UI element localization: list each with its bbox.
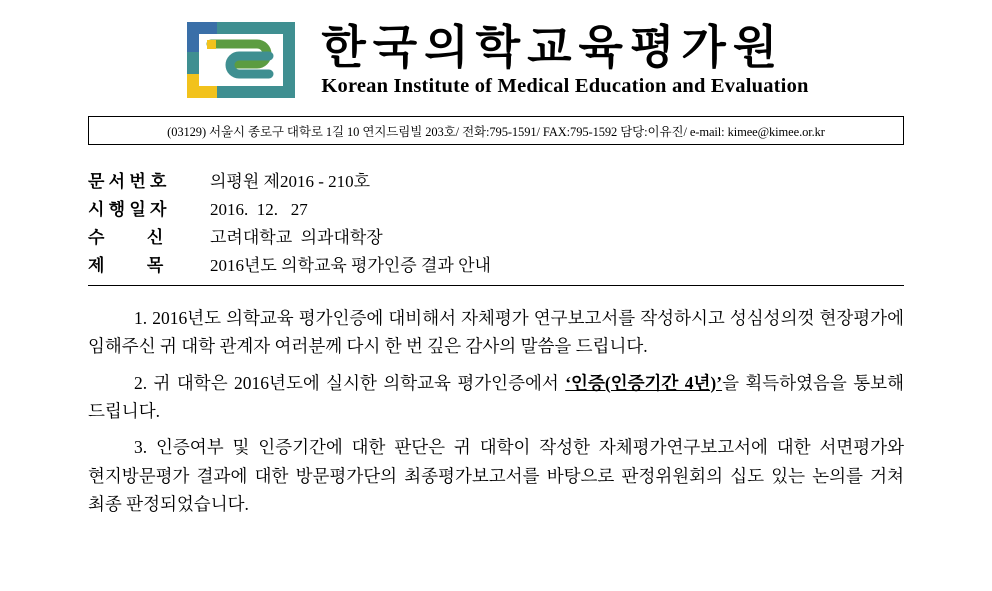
meta-row [88,251,904,279]
meta-row [88,195,904,223]
paragraph-2-text-pre: 2. 귀 대학은 2016년도에 실시한 의학교육 평가인증에서 [134,372,566,393]
meta-label-document-number: 문 서 번 호 [88,172,167,191]
paragraph-1-text: 1. 2016년도 의학교육 평가인증에 대비해서 자체평가 연구보고서를 작성하시고 성심성의껏 현장평가에 임해주신 귀 대학 관계자 여러분께 다시 한 번 깊은 감사의 말씀을 드립니다. [88,308,904,357]
meta-value-issue-date: 2016. 12. 27 [210,200,308,219]
horizontal-rule [88,285,904,286]
letterhead [0,0,992,102]
paragraph-3 [88,433,904,518]
meta-value-subject: 2016년도 의학교육 평가인증 결과 안내 [210,256,491,275]
meta-label-recipient: 수 신 [88,228,164,247]
address-text: (03129) 서울시 종로구 대학로 1길 10 연지드림빌 203호/ 전화:795-1591/ FAX:795-1592 담당:이유진/ e-mail: kimee@kimee.or.kr [167,124,825,139]
paragraph-2-text-post: 을 획득하였음을 통보해 드립니다. [88,372,904,422]
meta-value-recipient: 고려대학교 의과대학장 [210,228,383,247]
document-meta [88,167,904,279]
meta-label-issue-date: 시 행 일 자 [88,200,167,219]
org-name-korean: 한국의학교육평가원 [321,21,785,73]
meta-row [88,223,904,251]
meta-label-subject: 제 목 [88,256,164,275]
meta-row [88,167,904,195]
meta-value-document-number: 의평원 제2016 - 210호 [210,172,371,191]
document-body [88,304,904,518]
accreditation-result-emphasis: ‘인증(인증기간 4년)’ [565,372,723,393]
address-box [88,116,904,145]
org-name-english: Korean Institute of Medical Education and Evaluation [321,75,809,98]
paragraph-2 [88,369,904,426]
paragraph-3-text: 3. 인증여부 및 인증기간에 대한 판단은 귀 대학이 작성한 자체평가연구보고서에 대한 서면평가와 현지방문평가 결과에 대한 방문평가단의 최종평가보고서를 바탕으로 판정위원회의 십도 있는 논의를 거쳐 최종 판정되었습니다. [88,437,904,515]
organization-names [321,22,808,99]
paragraph-1 [88,304,904,361]
kimee-logo-icon [183,18,303,102]
